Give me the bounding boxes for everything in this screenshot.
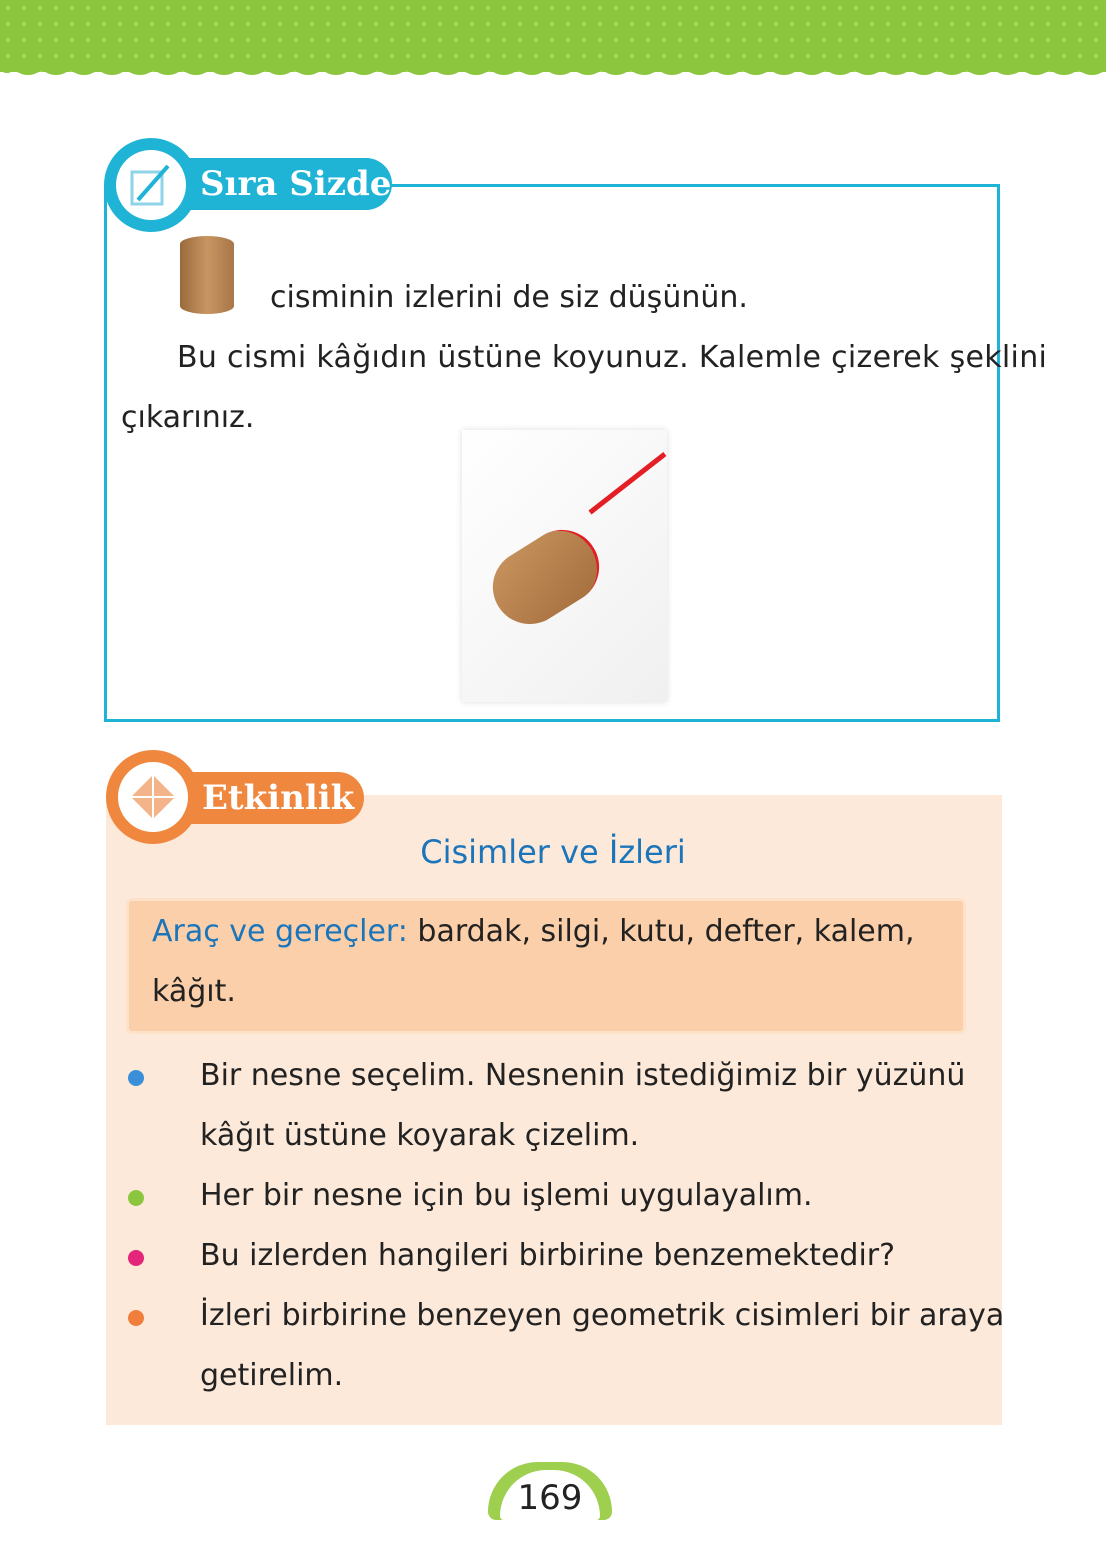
sira-sizde-badge: Sıra Sizde [150, 158, 392, 210]
list-item-2: Her bir nesne için bu işlemi uygulayalım. [200, 1178, 813, 1213]
list-item-1-line-1: Bir nesne seçelim. Nesnenin istediğimiz bir yüzünü [200, 1058, 966, 1093]
bullet-orange [128, 1310, 144, 1326]
instruction-line-2: Bu cismi kâğıdın üstüne koyunuz. Kalemle çizerek şeklini [177, 340, 1048, 375]
etkinlik-badge: Etkinlik [150, 772, 364, 824]
activity-title: Cisimler ve İzleri [420, 833, 686, 871]
tools-label: Araç ve gereçler: [152, 914, 408, 949]
instruction-line-1: cisminin izlerini de siz düşünün. [270, 280, 748, 315]
bullet-blue [128, 1070, 144, 1086]
page-number-badge [488, 1462, 612, 1520]
sira-sizde-icon-circle [104, 138, 198, 232]
tools-text-2: kâğıt. [152, 974, 236, 1009]
list-item-4-line-2: getirelim. [200, 1358, 344, 1393]
bullet-pink [128, 1250, 144, 1266]
list-item-4-line-1: İzleri birbirine benzeyen geometrik cisimleri bir araya [200, 1298, 1005, 1333]
etkinlik-icon-circle [106, 750, 200, 844]
page-number: 169 [500, 1470, 600, 1520]
top-wave-border [0, 62, 1106, 82]
tools-text: bardak, silgi, kutu, defter, kalem, [417, 914, 915, 949]
cylinder-image [180, 236, 234, 314]
bullet-green [128, 1190, 144, 1206]
instruction-line-3: çıkarınız. [121, 400, 255, 435]
list-item-1-line-2: kâğıt üstüne koyarak çizelim. [200, 1118, 640, 1153]
list-item-3: Bu izlerden hangileri birbirine benzemektedir? [200, 1238, 896, 1273]
puzzle-icon [128, 772, 178, 822]
pencil-paper-icon [128, 162, 174, 208]
